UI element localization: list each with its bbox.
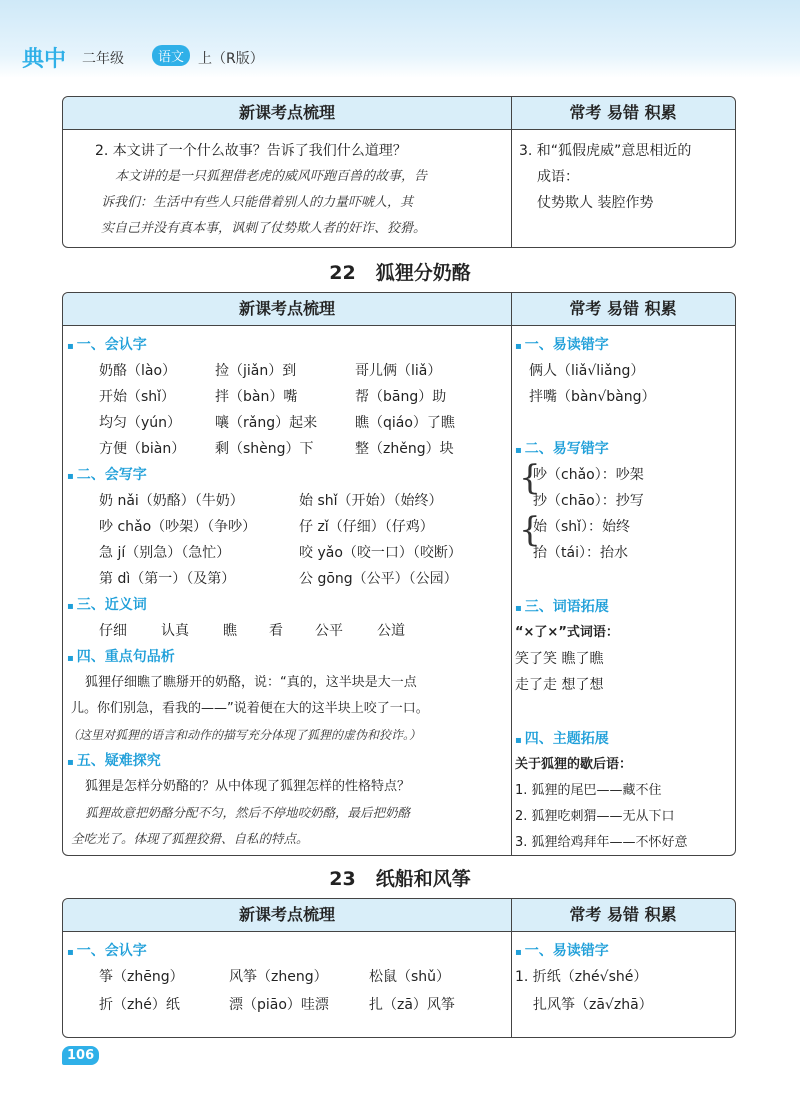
theme-title: 关于狐狸的歇后语： — [515, 757, 633, 772]
section-heading: ▪ 四、重点句品析 — [67, 647, 175, 669]
synonym: 瞧 — [223, 623, 237, 639]
section-heading: ▪ 二、会写字 — [67, 465, 147, 487]
write-char: 咬 yǎo（咬一口）（咬断） — [299, 545, 462, 561]
write-char: 吵 chǎo（吵架）（争吵） — [99, 519, 257, 535]
right-column-heading: 常考 易错 积累 — [569, 299, 677, 318]
word: 方便（biàn） — [99, 441, 186, 457]
left-column-heading: 新课考点梳理 — [238, 905, 335, 924]
word: 松鼠（shǔ） — [369, 969, 451, 985]
top-table — [62, 96, 736, 248]
lesson-name: 纸船和风筝 — [375, 868, 471, 890]
write-char: 急 jí（别急）（急忙） — [99, 545, 231, 561]
column-divider — [511, 293, 512, 855]
question: 2. 本文讲了一个什么故事？告诉了我们什么道理？ — [95, 143, 407, 159]
section-heading: ▪ 二、易写错字 — [515, 439, 609, 461]
lesson-23-title — [0, 864, 800, 891]
write-char: 始 shǐ（开始）（始终） — [299, 493, 443, 509]
section-heading: ▪ 一、会认字 — [67, 335, 147, 357]
word: 均匀（yún） — [99, 415, 182, 431]
section-heading: ▪ 一、会认字 — [67, 941, 147, 963]
write-char: 奶 nǎi（奶酪）（牛奶） — [99, 493, 244, 509]
misread-word: 扎风筝（zā√zhā） — [533, 997, 653, 1013]
left-column-heading: 新课考点梳理 — [238, 103, 335, 122]
lesson-number: 22 — [329, 262, 356, 284]
xiehouyu: 3. 狐狸给鸡拜年——不怀好意 — [515, 835, 688, 850]
word: 扎（zā）风筝 — [369, 997, 455, 1013]
section-heading: ▪ 三、词语拓展 — [515, 597, 609, 619]
synonym: 看 — [269, 623, 283, 639]
synonym: 仔细 — [99, 623, 127, 639]
sentence-line: 狐狸仔细瞧了瞧掰开的奶酪，说：“真的，这半块是大一点 — [85, 675, 417, 690]
word: 奶酪（lào） — [99, 363, 177, 379]
misread-word: 拌嘴（bàn√bàng） — [529, 389, 656, 405]
right-column-heading: 常考 易错 积累 — [569, 905, 677, 924]
left-column-heading: 新课考点梳理 — [238, 299, 335, 318]
subject-badge: 语文 — [152, 45, 190, 66]
page-number: 106 — [62, 1046, 99, 1065]
section-heading: ▪ 三、近义词 — [67, 595, 147, 617]
word: 捡（jiǎn）到 — [215, 363, 297, 379]
lesson-23-table — [62, 898, 736, 1038]
miswritten-word: 始（shǐ）：始终 — [533, 519, 631, 535]
sentence-note: （这里对狐狸的语言和动作的描写充分体现了狐狸的虚伪和狡诈。） — [67, 728, 422, 742]
edition-label: 上（R版） — [198, 51, 264, 67]
brace-icon: { — [519, 458, 541, 498]
synonym: 公平 — [315, 623, 343, 639]
section-heading: ▪ 四、主题拓展 — [515, 729, 609, 751]
miswritten-word: 吵（chǎo）：吵架 — [533, 467, 644, 483]
lesson-22-title — [0, 258, 800, 285]
miswritten-word: 抬（tái）：抬水 — [533, 545, 628, 561]
word: 嚷（rǎng）起来 — [215, 415, 318, 431]
section-heading: ▪ 一、易读错字 — [515, 941, 609, 963]
sentence-line: 儿。你们别急，看我的——”说着便在大的这半块上咬了一口。 — [71, 701, 429, 716]
word: 瞧（qiáo）了瞧 — [355, 415, 455, 431]
section-heading: ▪ 一、易读错字 — [515, 335, 609, 357]
book-logo: 典中 — [22, 47, 67, 72]
answer-line: 诉我们：生活中有些人只能借着别人的力量吓唬人，其 — [101, 195, 414, 210]
lesson-22-table — [62, 292, 736, 856]
word: 整（zhěng）块 — [355, 441, 454, 457]
question: 狐狸是怎样分奶酪的？从中体现了狐狸怎样的性格特点？ — [85, 779, 411, 794]
synonym: 公道 — [377, 623, 405, 639]
expansion-words: 笑了笑 瞧了瞧 — [515, 651, 604, 667]
word: 风筝（zheng） — [229, 969, 328, 985]
write-char: 仔 zǐ（仔细）（仔鸡） — [299, 519, 434, 535]
write-char: 公 gōng（公平）（公园） — [299, 571, 458, 587]
right-question-2: 成语： — [537, 169, 579, 185]
answer-line: 全吃光了。体现了狐狸狡猾、自私的特点。 — [71, 831, 309, 846]
page-header — [0, 0, 800, 78]
right-question: 3. 和“狐假虎威”意思相近的 — [519, 143, 692, 159]
expansion-words: 走了走 想了想 — [515, 677, 604, 693]
word: 哥儿俩（liǎ） — [355, 363, 442, 379]
word: 折（zhé）纸 — [99, 997, 180, 1013]
miswritten-word: 抄（chāo）：抄写 — [533, 493, 644, 509]
xiehouyu: 1. 狐狸的尾巴——藏不住 — [515, 783, 662, 798]
right-answer: 仗势欺人 装腔作势 — [537, 195, 654, 211]
brace-icon: { — [519, 510, 541, 550]
word: 筝（zhēng） — [99, 969, 184, 985]
answer-line: 实自己并没有真本事，讽刺了仗势欺人者的奸诈、狡猾。 — [101, 221, 427, 236]
right-column-heading: 常考 易错 积累 — [569, 103, 677, 122]
word: 帮（bāng）助 — [355, 389, 447, 405]
write-char: 第 dì（第一）（及第） — [99, 571, 236, 587]
lesson-number: 23 — [329, 868, 356, 890]
xiehouyu: 2. 狐狸吃刺猬——无从下口 — [515, 809, 675, 824]
misread-word: 1. 折纸（zhé√shé） — [515, 969, 648, 985]
word: 漂（piāo）哇漂 — [229, 997, 329, 1013]
word: 拌（bàn）嘴 — [215, 389, 298, 405]
section-heading: ▪ 五、疑难探究 — [67, 751, 161, 773]
word: 开始（shǐ） — [99, 389, 176, 405]
lesson-name: 狐狸分奶酪 — [375, 262, 471, 284]
answer-line: 狐狸故意把奶酪分配不匀，然后不停地咬奶酪，最后把奶酪 — [85, 805, 411, 820]
grade-label: 二年级 — [82, 51, 124, 67]
synonym: 认真 — [161, 623, 189, 639]
word: 剩（shèng）下 — [215, 441, 314, 457]
misread-word: 俩人（liǎ√liǎng） — [529, 363, 645, 379]
expansion-title: “×了×”式词语： — [515, 625, 619, 640]
answer-line: 本文讲的是一只狐狸借老虎的威风吓跑百兽的故事，告 — [115, 169, 428, 184]
